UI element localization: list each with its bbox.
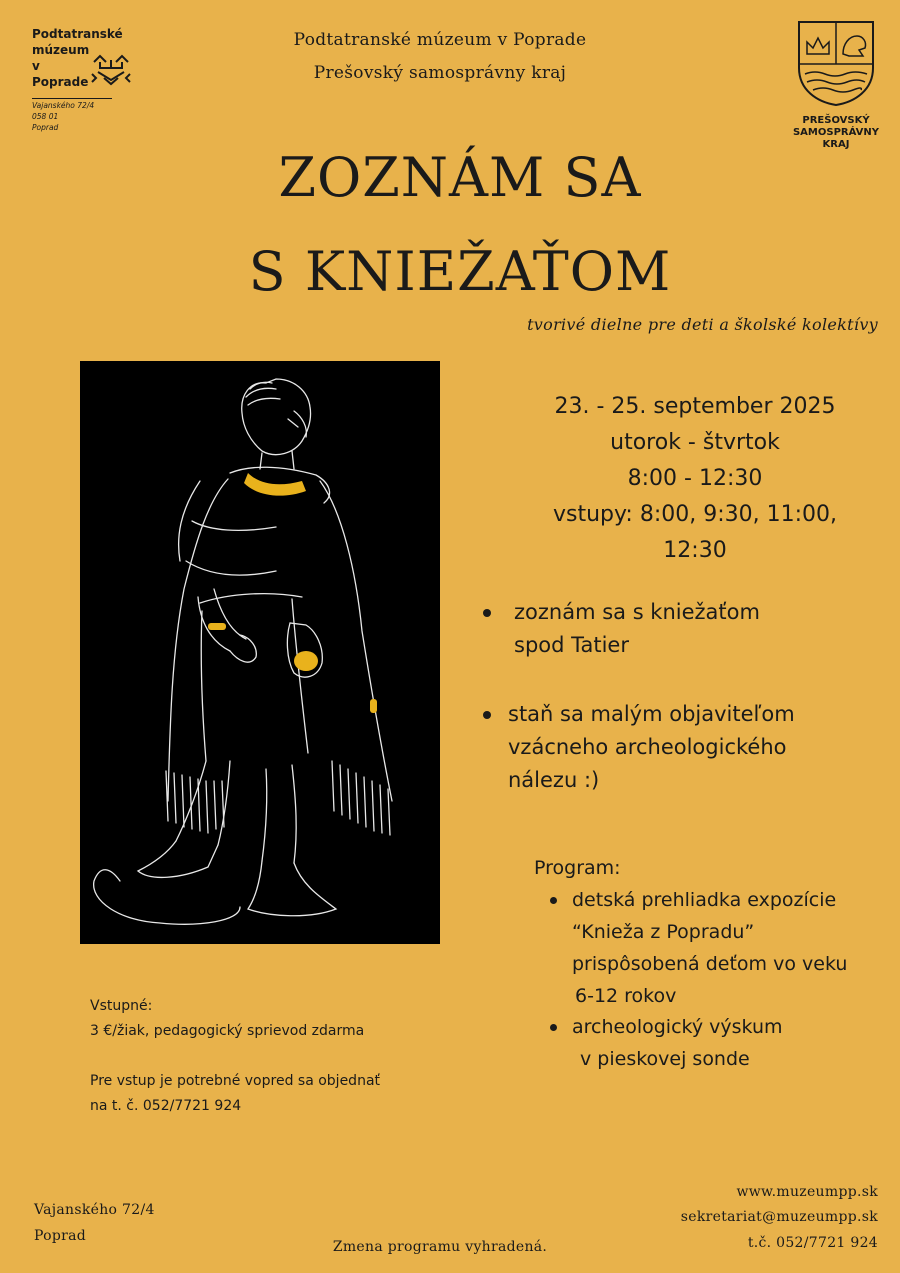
museum-name-line: v [32, 59, 40, 73]
activity-item [508, 698, 795, 797]
program-line: 6-12 rokov [575, 985, 677, 1007]
footer-phone: t.č. 052/7721 924 [747, 1235, 878, 1251]
address-line: Poprad [32, 123, 59, 132]
admission-note-line-1: Pre vstup je potrebné vopred sa objednať [90, 1073, 381, 1089]
program-line: “Knieža z Popradu” [572, 921, 755, 943]
program-item [572, 1011, 783, 1075]
event-subtitle: tvorivé dielne pre deti a školské kolektívy [527, 315, 878, 334]
prince-illustration [80, 361, 440, 944]
bullet-icon [550, 1024, 557, 1031]
address-line: Vajanského 72/4 [32, 101, 95, 110]
program-item [572, 884, 847, 1012]
header-region-name: Prešovský samosprávny kraj [313, 63, 567, 83]
museum-logo-address [32, 100, 94, 133]
activity-line: staň sa malým objaviteľom [508, 702, 795, 726]
prince-drawing-icon [80, 361, 440, 944]
event-days: utorok - štvrtok [610, 430, 780, 455]
footer-address-line-1: Vajanského 72/4 [34, 1202, 155, 1218]
footer-email-link[interactable]: sekretariat@muzeumpp.sk [680, 1209, 878, 1225]
program-line: prispôsobená deťom vo veku [572, 953, 848, 975]
program-heading: Program: [534, 857, 621, 879]
header-museum-name: Podtatranské múzeum v Poprade [293, 30, 587, 50]
museum-name-line: múzeum [32, 43, 90, 57]
program-change-notice: Zmena programu vyhradená. [332, 1239, 548, 1255]
bullet-icon [550, 897, 557, 904]
activity-line: zoznám sa s kniežaťom [514, 600, 760, 624]
admission-note-line-2: na t. č. 052/7721 924 [90, 1098, 242, 1114]
bullet-icon [483, 711, 491, 719]
crest-label-line: SAMOSPRÁVNY [792, 127, 880, 138]
event-hours: 8:00 - 12:30 [627, 466, 763, 491]
footer-address-line-2: Poprad [34, 1228, 87, 1244]
footer-website-link[interactable]: www.muzeumpp.sk [736, 1184, 878, 1200]
bullet-icon [483, 609, 491, 617]
museum-name-line: Podtatranské [32, 27, 123, 41]
address-line: 058 01 [32, 112, 59, 121]
museum-name-line: Poprade [32, 75, 89, 89]
activity-line: nálezu :) [508, 768, 600, 792]
program-line: archeologický výskum [572, 1016, 783, 1038]
region-crest-icon [797, 20, 875, 106]
program-line: v pieskovej sonde [580, 1048, 750, 1070]
activity-line: vzácneho archeologického [508, 735, 787, 759]
event-dates: 23. - 25. september 2025 [554, 394, 836, 419]
admission-label: Vstupné: [90, 998, 153, 1014]
event-entry-times: vstupy: 8:00, 9:30, 11:00, 12:30 [552, 502, 837, 563]
admission-price: 3 €/žiak, pedagogický sprievod zdarma [90, 1023, 365, 1039]
event-title-line-1: ZOZNÁM SA [278, 146, 642, 209]
program-line: detská prehliadka expozície [572, 889, 837, 911]
region-crest-label [776, 115, 896, 151]
crest-label-line: PREŠOVSKÝ [802, 115, 870, 126]
museum-logo-divider [32, 98, 112, 99]
event-title-line-2: S KNIEŽAŤOM [248, 240, 672, 303]
activity-line: spod Tatier [514, 633, 629, 657]
activity-item [514, 596, 760, 662]
crest-label-line: KRAJ [822, 139, 850, 150]
